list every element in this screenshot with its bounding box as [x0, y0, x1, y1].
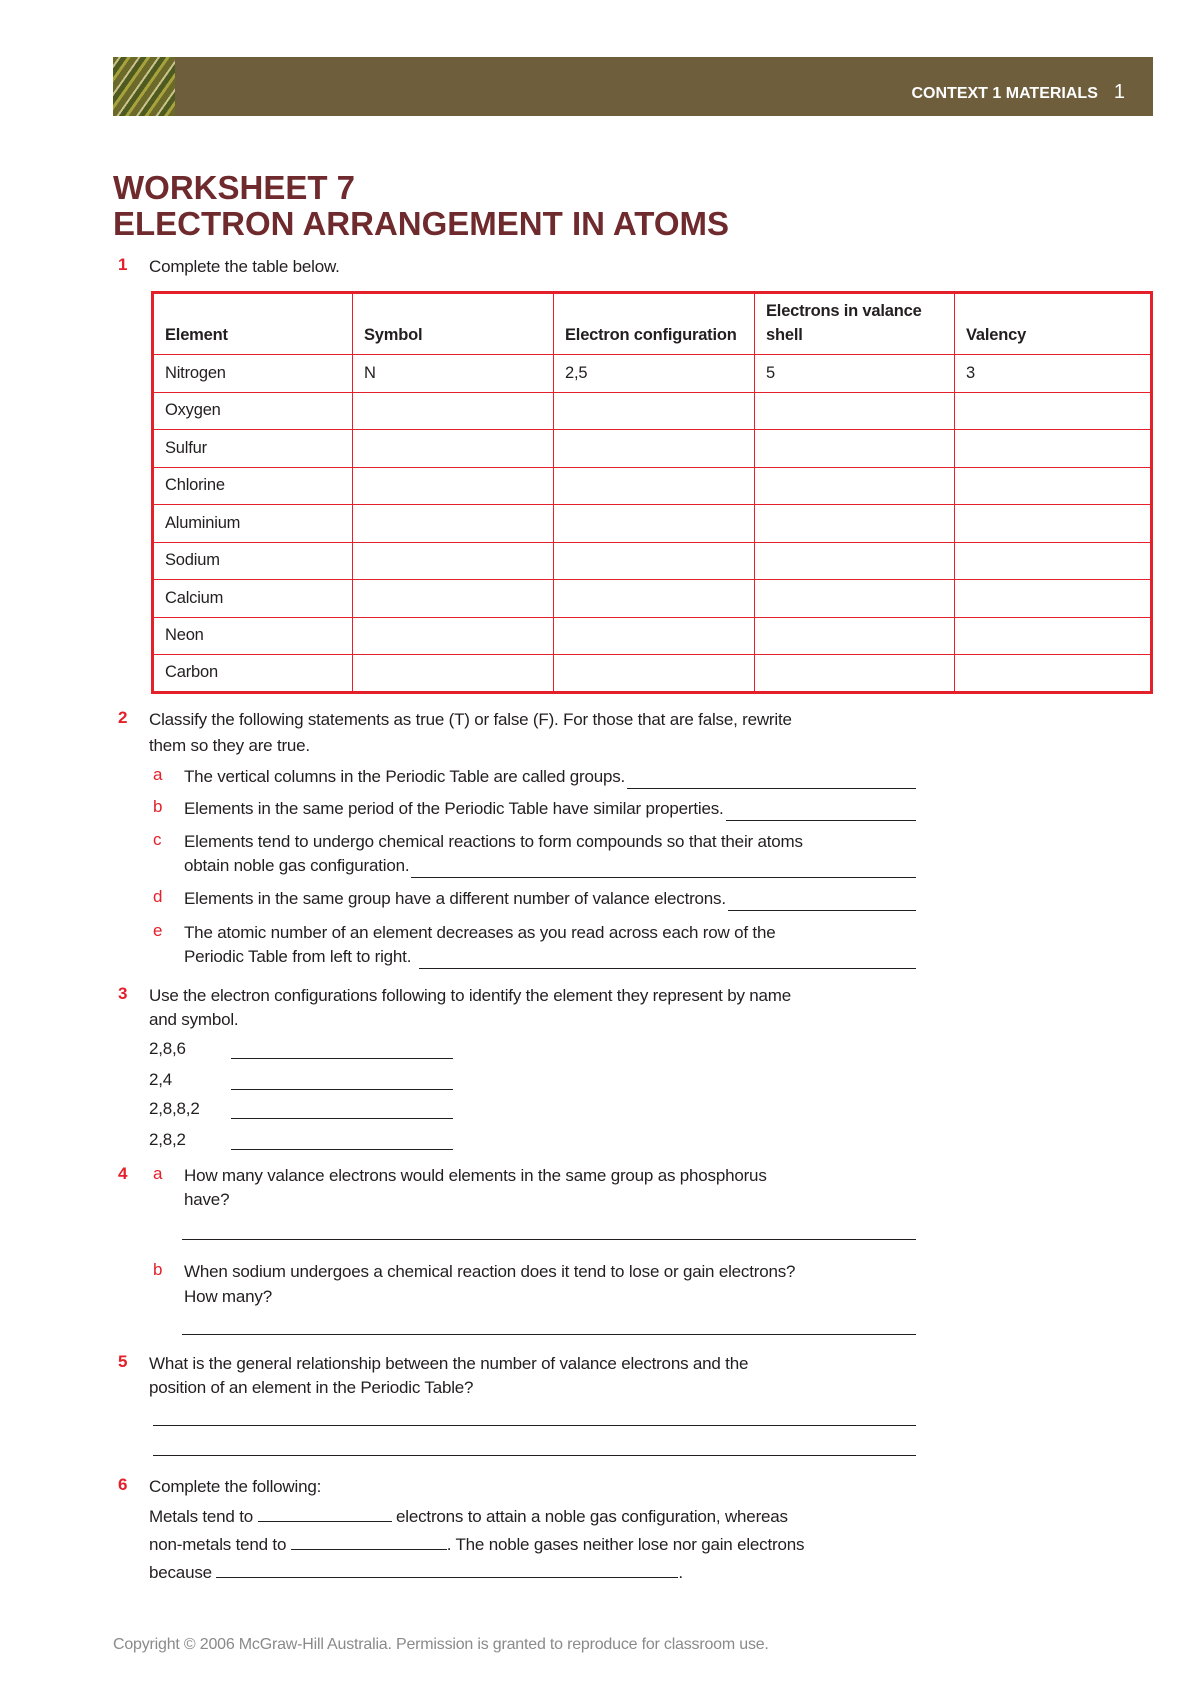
element-name-cell: Neon — [153, 617, 353, 655]
fill-sentence-3 — [149, 1560, 683, 1585]
context-text: CONTEXT 1 MATERIALS — [911, 85, 1098, 102]
answer-cell[interactable]: 2,5 — [554, 355, 755, 393]
answer-cell[interactable] — [353, 430, 554, 468]
answer-cell[interactable] — [353, 392, 554, 430]
answer-cell[interactable] — [955, 430, 1152, 468]
sentence-text: electrons to attain a noble gas configuration, whereas — [396, 1507, 788, 1526]
answer-cell[interactable] — [353, 542, 554, 580]
statement-text: Periodic Table from left to right. — [184, 947, 412, 966]
element-name-cell: Nitrogen — [153, 355, 353, 393]
answer-line[interactable] — [182, 1334, 916, 1335]
config-label: 2,8,6 — [149, 1039, 186, 1058]
question-text: What is the general relationship between the number of valance electrons and the — [149, 1354, 749, 1373]
answer-cell[interactable] — [755, 430, 955, 468]
config-label: 2,4 — [149, 1070, 173, 1089]
answer-cell[interactable] — [955, 392, 1152, 430]
answer-blank[interactable] — [231, 1118, 453, 1119]
answer-blank[interactable] — [627, 769, 916, 789]
item-letter: a — [153, 1164, 163, 1183]
answer-cell[interactable] — [955, 505, 1152, 543]
element-name-cell: Carbon — [153, 655, 353, 693]
sentence-text: Metals tend to — [149, 1507, 253, 1526]
item-letter: a — [153, 765, 163, 784]
answer-cell[interactable]: 5 — [755, 355, 955, 393]
element-name-cell: Calcium — [153, 580, 353, 618]
answer-line[interactable] — [182, 1239, 916, 1240]
answer-cell[interactable] — [353, 580, 554, 618]
element-table — [151, 291, 1153, 694]
answer-cell[interactable] — [353, 617, 554, 655]
sentence-text: . — [678, 1563, 683, 1582]
item-letter: b — [153, 1260, 163, 1279]
answer-cell[interactable] — [554, 542, 755, 580]
page-number: 1 — [1113, 81, 1125, 103]
answer-cell[interactable]: N — [353, 355, 554, 393]
table-header-row — [153, 293, 1152, 355]
column-header: Symbol — [353, 293, 554, 355]
page-header-banner — [113, 57, 1153, 116]
answer-line[interactable] — [153, 1455, 916, 1456]
column-header: Electron configuration — [554, 293, 755, 355]
answer-blank[interactable] — [291, 1532, 447, 1550]
answer-cell[interactable] — [755, 505, 955, 543]
answer-blank[interactable] — [728, 891, 916, 911]
answer-cell[interactable] — [554, 580, 755, 618]
answer-blank[interactable] — [419, 949, 916, 969]
statement-b — [184, 797, 916, 821]
element-name-cell: Chlorine — [153, 467, 353, 505]
header-photo-strip — [113, 57, 175, 116]
statement-text: The vertical columns in the Periodic Table are called groups. — [184, 767, 626, 786]
answer-cell[interactable] — [554, 617, 755, 655]
table-row — [153, 617, 1152, 655]
answer-cell[interactable] — [755, 655, 955, 693]
answer-cell[interactable] — [755, 542, 955, 580]
question-text: Use the electron configurations following to identify the element they represent by name — [149, 986, 791, 1005]
context-label — [912, 81, 1126, 104]
copyright-footer: Copyright © 2006 McGraw-Hill Australia. Permission is granted to reproduce for classroom use. — [113, 1636, 769, 1653]
table-row — [153, 355, 1152, 393]
fill-sentence-1 — [149, 1504, 788, 1529]
answer-cell[interactable] — [554, 392, 755, 430]
item-letter: b — [153, 797, 163, 816]
answer-cell[interactable] — [955, 542, 1152, 580]
question-text: and symbol. — [149, 1010, 239, 1029]
answer-blank[interactable] — [726, 801, 916, 821]
column-header: Valency — [955, 293, 1152, 355]
question-number: 1 — [118, 255, 128, 274]
element-name-cell: Aluminium — [153, 505, 353, 543]
page-title: ELECTRON ARRANGEMENT IN ATOMS — [113, 205, 729, 242]
question-text: When sodium undergoes a chemical reaction does it tend to lose or gain electrons? — [184, 1262, 796, 1281]
answer-cell[interactable] — [353, 467, 554, 505]
sentence-text: because — [149, 1563, 212, 1582]
answer-blank[interactable] — [411, 858, 916, 878]
table-row — [153, 655, 1152, 693]
item-letter: e — [153, 921, 163, 940]
table-row — [153, 505, 1152, 543]
answer-cell[interactable] — [755, 392, 955, 430]
table-row — [153, 542, 1152, 580]
statement-d — [184, 887, 916, 911]
answer-cell[interactable] — [755, 467, 955, 505]
element-name-cell: Sulfur — [153, 430, 353, 468]
worksheet-number: WORKSHEET 7 — [113, 169, 356, 206]
sentence-text: non-metals tend to — [149, 1535, 287, 1554]
answer-cell[interactable] — [554, 430, 755, 468]
answer-cell[interactable] — [353, 655, 554, 693]
item-letter: d — [153, 887, 163, 906]
config-label: 2,8,8,2 — [149, 1099, 200, 1118]
question-text: position of an element in the Periodic Table? — [149, 1378, 474, 1397]
answer-cell[interactable] — [554, 505, 755, 543]
statement-text: The atomic number of an element decreases as you read across each row of the — [184, 923, 776, 942]
question-number: 5 — [118, 1352, 128, 1371]
column-header: Electrons in valance shell — [755, 293, 955, 355]
answer-blank[interactable] — [231, 1149, 453, 1150]
column-header: Element — [153, 293, 353, 355]
answer-blank[interactable] — [231, 1058, 453, 1059]
table-row — [153, 580, 1152, 618]
answer-cell[interactable] — [955, 580, 1152, 618]
question-text: Complete the following: — [149, 1477, 322, 1496]
statement-text: Elements tend to undergo chemical reactions to form compounds so that their atoms — [184, 832, 803, 851]
statement-text: Elements in the same period of the Periodic Table have similar properties. — [184, 799, 724, 818]
answer-cell[interactable] — [955, 467, 1152, 505]
question-text: Classify the following statements as true (T) or false (F). For those that are false, rewrite — [149, 710, 792, 729]
element-name-cell: Sodium — [153, 542, 353, 580]
statement-e — [184, 945, 916, 969]
statement-text: obtain noble gas configuration. — [184, 856, 410, 875]
fill-sentence-2 — [149, 1532, 804, 1557]
question-number: 4 — [118, 1164, 128, 1183]
answer-cell[interactable] — [955, 655, 1152, 693]
answer-cell[interactable] — [755, 580, 955, 618]
question-text: How many? — [184, 1287, 272, 1306]
table-row — [153, 392, 1152, 430]
answer-cell[interactable] — [554, 467, 755, 505]
question-number: 2 — [118, 708, 128, 727]
answer-cell[interactable]: 3 — [955, 355, 1152, 393]
answer-cell[interactable] — [554, 655, 755, 693]
table-row — [153, 467, 1152, 505]
answer-line[interactable] — [153, 1425, 916, 1426]
table-row — [153, 430, 1152, 468]
answer-cell[interactable] — [955, 617, 1152, 655]
statement-a — [184, 765, 916, 789]
sentence-text: . The noble gases neither lose nor gain electrons — [446, 1535, 805, 1554]
item-letter: c — [153, 830, 162, 849]
config-label: 2,8,2 — [149, 1130, 186, 1149]
answer-cell[interactable] — [755, 617, 955, 655]
question-number: 3 — [118, 984, 128, 1003]
statement-text: Elements in the same group have a different number of valance electrons. — [184, 889, 726, 908]
element-name-cell: Oxygen — [153, 392, 353, 430]
answer-cell[interactable] — [353, 505, 554, 543]
question-text: have? — [184, 1190, 230, 1209]
question-number: 6 — [118, 1475, 128, 1494]
answer-blank[interactable] — [231, 1089, 453, 1090]
answer-blank[interactable] — [216, 1560, 678, 1578]
question-text: them so they are true. — [149, 736, 310, 755]
answer-blank[interactable] — [258, 1504, 392, 1522]
statement-c — [184, 854, 916, 878]
question-text: How many valance electrons would elements in the same group as phosphorus — [184, 1166, 767, 1185]
question-text: Complete the table below. — [149, 257, 340, 276]
